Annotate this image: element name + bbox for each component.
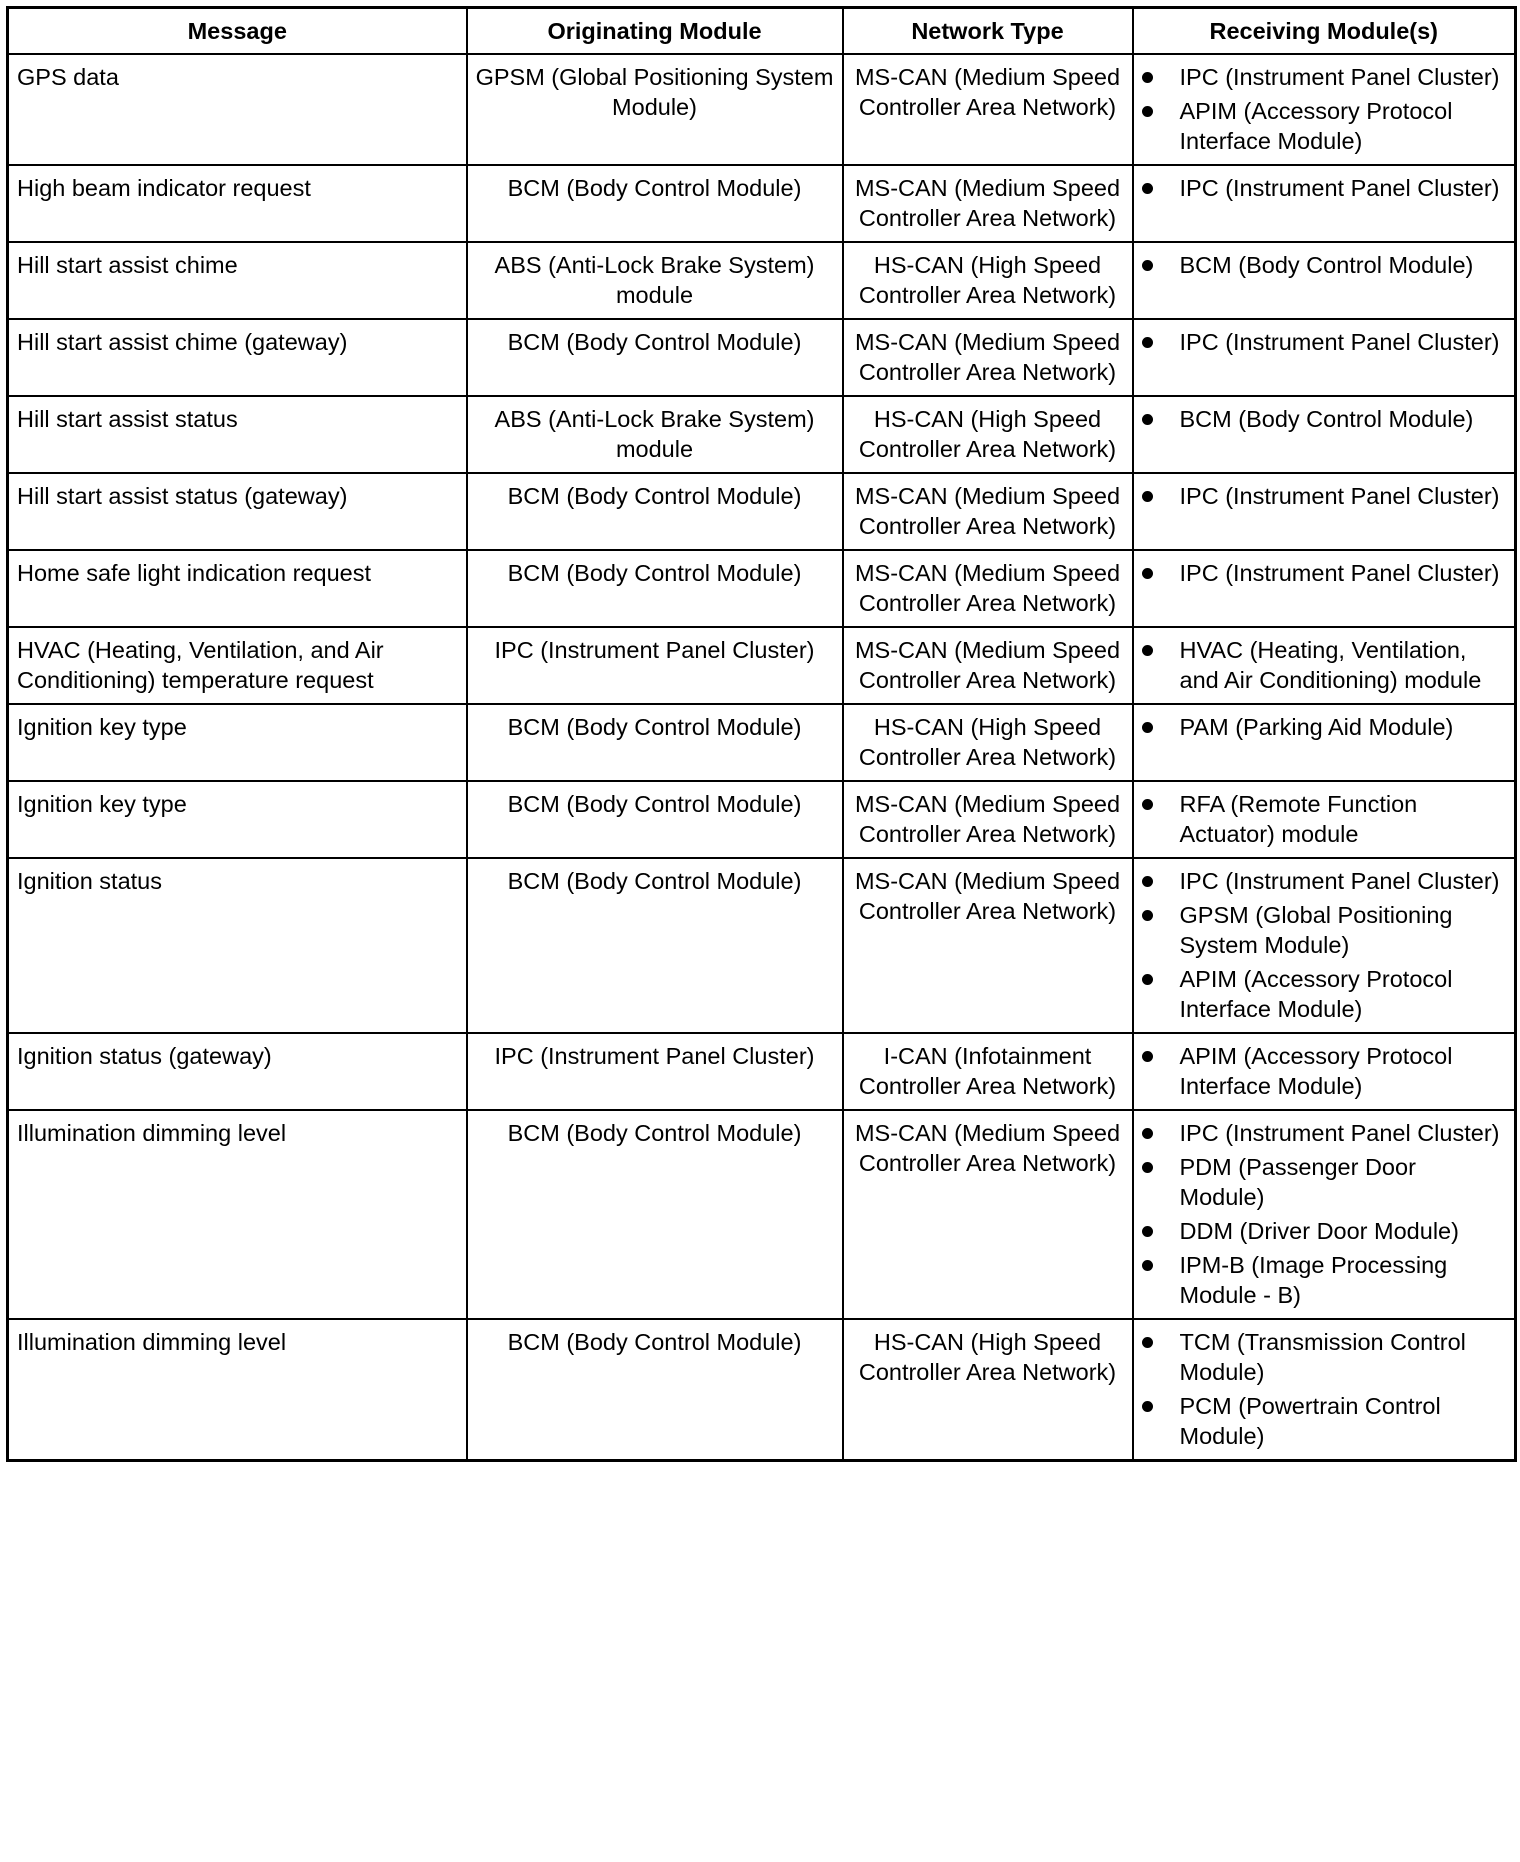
list-item xyxy=(1142,1250,1507,1310)
list-item xyxy=(1142,96,1507,156)
network-type-cell: I-CAN (Infotainment Controller Area Network) xyxy=(843,1033,1133,1110)
network-type-cell: MS-CAN (Medium Speed Controller Area Network) xyxy=(843,627,1133,704)
receiving-modules-cell xyxy=(1133,396,1516,473)
message-cell: Hill start assist chime xyxy=(8,242,467,319)
receiving-modules-list xyxy=(1142,558,1507,588)
network-type-cell: MS-CAN (Medium Speed Controller Area Network) xyxy=(843,473,1133,550)
list-item xyxy=(1142,789,1507,849)
receiving-module-label: IPC (Instrument Panel Cluster) xyxy=(1179,482,1500,509)
table-row xyxy=(8,54,1516,165)
header-row xyxy=(8,8,1516,54)
bullet-icon xyxy=(1142,722,1153,733)
receiving-module-label: APIM (Accessory Protocol Interface Module) xyxy=(1179,1042,1453,1099)
table-row xyxy=(8,1033,1516,1110)
originating-module-cell: BCM (Body Control Module) xyxy=(467,1110,843,1319)
network-type-cell: MS-CAN (Medium Speed Controller Area Network) xyxy=(843,165,1133,242)
receiving-module-label: BCM (Body Control Module) xyxy=(1179,405,1474,432)
receiving-module-label: IPM-B (Image Processing Module - B) xyxy=(1179,1251,1448,1308)
receiving-modules-cell xyxy=(1133,704,1516,781)
bullet-icon xyxy=(1142,568,1153,579)
originating-module-cell: ABS (Anti-Lock Brake System) module xyxy=(467,396,843,473)
receiving-modules-cell xyxy=(1133,473,1516,550)
network-type-cell: MS-CAN (Medium Speed Controller Area Network) xyxy=(843,858,1133,1033)
receiving-module-label: IPC (Instrument Panel Cluster) xyxy=(1179,867,1500,894)
receiving-modules-list xyxy=(1142,1041,1507,1101)
list-item xyxy=(1142,1327,1507,1387)
list-item xyxy=(1142,173,1507,203)
list-item xyxy=(1142,635,1507,695)
header-message: Message xyxy=(8,8,467,54)
receiving-modules-cell xyxy=(1133,54,1516,165)
list-item xyxy=(1142,558,1507,588)
message-cell: Hill start assist chime (gateway) xyxy=(8,319,467,396)
receiving-modules-list xyxy=(1142,635,1507,695)
table-row xyxy=(8,319,1516,396)
receiving-module-label: APIM (Accessory Protocol Interface Module) xyxy=(1179,97,1453,154)
table-header xyxy=(8,8,1516,54)
header-originating-module: Originating Module xyxy=(467,8,843,54)
receiving-modules-list xyxy=(1142,404,1507,434)
table-row xyxy=(8,1319,1516,1461)
list-item xyxy=(1142,964,1507,1024)
bullet-icon xyxy=(1142,1337,1153,1348)
list-item xyxy=(1142,1041,1507,1101)
bullet-icon xyxy=(1142,260,1153,271)
message-cell: Illumination dimming level xyxy=(8,1110,467,1319)
receiving-modules-cell xyxy=(1133,1110,1516,1319)
originating-module-cell: BCM (Body Control Module) xyxy=(467,319,843,396)
originating-module-cell: BCM (Body Control Module) xyxy=(467,858,843,1033)
receiving-modules-cell xyxy=(1133,781,1516,858)
message-cell: Hill start assist status (gateway) xyxy=(8,473,467,550)
originating-module-cell: IPC (Instrument Panel Cluster) xyxy=(467,1033,843,1110)
table-row xyxy=(8,627,1516,704)
receiving-module-label: RFA (Remote Function Actuator) module xyxy=(1179,790,1418,847)
list-item xyxy=(1142,1152,1507,1212)
network-type-cell: MS-CAN (Medium Speed Controller Area Network) xyxy=(843,1110,1133,1319)
bullet-icon xyxy=(1142,414,1153,425)
receiving-module-label: PDM (Passenger Door Module) xyxy=(1179,1153,1416,1210)
originating-module-cell: ABS (Anti-Lock Brake System) module xyxy=(467,242,843,319)
message-cell: Ignition status (gateway) xyxy=(8,1033,467,1110)
list-item xyxy=(1142,1118,1507,1148)
receiving-modules-list xyxy=(1142,866,1507,1024)
receiving-module-label: IPC (Instrument Panel Cluster) xyxy=(1179,63,1500,90)
originating-module-cell: BCM (Body Control Module) xyxy=(467,165,843,242)
bullet-icon xyxy=(1142,1260,1153,1271)
receiving-modules-cell xyxy=(1133,242,1516,319)
receiving-module-label: IPC (Instrument Panel Cluster) xyxy=(1179,559,1500,586)
message-cell: Illumination dimming level xyxy=(8,1319,467,1461)
receiving-module-label: GPSM (Global Positioning System Module) xyxy=(1179,901,1453,958)
message-cell: HVAC (Heating, Ventilation, and Air Conditioning) temperature request xyxy=(8,627,467,704)
originating-module-cell: BCM (Body Control Module) xyxy=(467,781,843,858)
list-item xyxy=(1142,404,1507,434)
list-item xyxy=(1142,866,1507,896)
bullet-icon xyxy=(1142,72,1153,83)
table-row xyxy=(8,704,1516,781)
receiving-module-label: IPC (Instrument Panel Cluster) xyxy=(1179,1119,1500,1146)
bullet-icon xyxy=(1142,337,1153,348)
receiving-modules-list xyxy=(1142,789,1507,849)
table-row xyxy=(8,396,1516,473)
table-row xyxy=(8,550,1516,627)
list-item xyxy=(1142,900,1507,960)
table-row xyxy=(8,165,1516,242)
list-item xyxy=(1142,62,1507,92)
bullet-icon xyxy=(1142,1162,1153,1173)
receiving-modules-list xyxy=(1142,250,1507,280)
bullet-icon xyxy=(1142,1051,1153,1062)
bullet-icon xyxy=(1142,876,1153,887)
list-item xyxy=(1142,250,1507,280)
bullet-icon xyxy=(1142,183,1153,194)
receiving-module-label: APIM (Accessory Protocol Interface Module) xyxy=(1179,965,1453,1022)
network-type-cell: MS-CAN (Medium Speed Controller Area Network) xyxy=(843,54,1133,165)
receiving-modules-list xyxy=(1142,173,1507,203)
receiving-modules-list xyxy=(1142,327,1507,357)
receiving-module-label: IPC (Instrument Panel Cluster) xyxy=(1179,328,1500,355)
header-network-type: Network Type xyxy=(843,8,1133,54)
receiving-modules-cell xyxy=(1133,627,1516,704)
network-type-cell: MS-CAN (Medium Speed Controller Area Network) xyxy=(843,319,1133,396)
receiving-module-label: PCM (Powertrain Control Module) xyxy=(1179,1392,1441,1449)
bullet-icon xyxy=(1142,106,1153,117)
network-type-cell: HS-CAN (High Speed Controller Area Network) xyxy=(843,1319,1133,1461)
network-type-cell: MS-CAN (Medium Speed Controller Area Network) xyxy=(843,781,1133,858)
receiving-modules-list xyxy=(1142,62,1507,156)
receiving-modules-cell xyxy=(1133,858,1516,1033)
table-row xyxy=(8,781,1516,858)
bullet-icon xyxy=(1142,645,1153,656)
table-row xyxy=(8,242,1516,319)
bullet-icon xyxy=(1142,799,1153,810)
message-cell: Ignition key type xyxy=(8,781,467,858)
network-type-cell: MS-CAN (Medium Speed Controller Area Network) xyxy=(843,550,1133,627)
message-cell: High beam indicator request xyxy=(8,165,467,242)
originating-module-cell: GPSM (Global Positioning System Module) xyxy=(467,54,843,165)
table-body xyxy=(8,54,1516,1461)
receiving-modules-list xyxy=(1142,712,1507,742)
table-row xyxy=(8,1110,1516,1319)
receiving-modules-cell xyxy=(1133,550,1516,627)
list-item xyxy=(1142,712,1507,742)
receiving-modules-cell xyxy=(1133,319,1516,396)
originating-module-cell: BCM (Body Control Module) xyxy=(467,550,843,627)
list-item xyxy=(1142,1216,1507,1246)
originating-module-cell: BCM (Body Control Module) xyxy=(467,473,843,550)
message-cell: Home safe light indication request xyxy=(8,550,467,627)
table-row xyxy=(8,473,1516,550)
receiving-module-label: IPC (Instrument Panel Cluster) xyxy=(1179,174,1500,201)
network-type-cell: HS-CAN (High Speed Controller Area Network) xyxy=(843,396,1133,473)
bullet-icon xyxy=(1142,910,1153,921)
receiving-modules-list xyxy=(1142,481,1507,511)
bullet-icon xyxy=(1142,1401,1153,1412)
receiving-module-label: TCM (Transmission Control Module) xyxy=(1179,1328,1466,1385)
originating-module-cell: BCM (Body Control Module) xyxy=(467,704,843,781)
receiving-modules-cell xyxy=(1133,1033,1516,1110)
receiving-modules-list xyxy=(1142,1118,1507,1310)
message-cell: Ignition status xyxy=(8,858,467,1033)
message-cell: Hill start assist status xyxy=(8,396,467,473)
receiving-module-label: HVAC (Heating, Ventilation, and Air Conditioning) module xyxy=(1179,636,1482,693)
receiving-modules-list xyxy=(1142,1327,1507,1451)
header-receiving-modules: Receiving Module(s) xyxy=(1133,8,1516,54)
receiving-module-label: DDM (Driver Door Module) xyxy=(1179,1217,1459,1244)
bullet-icon xyxy=(1142,1226,1153,1237)
originating-module-cell: BCM (Body Control Module) xyxy=(467,1319,843,1461)
bullet-icon xyxy=(1142,974,1153,985)
list-item xyxy=(1142,1391,1507,1451)
receiving-modules-cell xyxy=(1133,165,1516,242)
table-row xyxy=(8,858,1516,1033)
can-message-table xyxy=(6,6,1517,1462)
message-cell: GPS data xyxy=(8,54,467,165)
bullet-icon xyxy=(1142,491,1153,502)
bullet-icon xyxy=(1142,1128,1153,1139)
receiving-modules-cell xyxy=(1133,1319,1516,1461)
list-item xyxy=(1142,481,1507,511)
originating-module-cell: IPC (Instrument Panel Cluster) xyxy=(467,627,843,704)
receiving-module-label: PAM (Parking Aid Module) xyxy=(1179,713,1454,740)
message-cell: Ignition key type xyxy=(8,704,467,781)
network-type-cell: HS-CAN (High Speed Controller Area Network) xyxy=(843,242,1133,319)
receiving-module-label: BCM (Body Control Module) xyxy=(1179,251,1474,278)
network-type-cell: HS-CAN (High Speed Controller Area Network) xyxy=(843,704,1133,781)
list-item xyxy=(1142,327,1507,357)
